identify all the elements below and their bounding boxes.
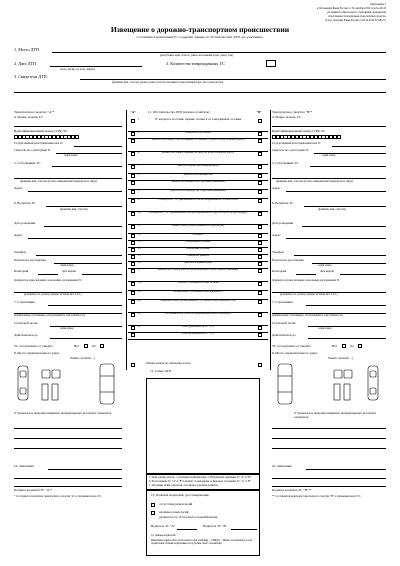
- vehicle-a-damage-line-1[interactable]: [14, 428, 122, 429]
- vehicle-b-policy-label: Страховой полис: [272, 321, 296, 325]
- car-side-icon: [368, 366, 378, 400]
- circumstances-col-a: "А": [130, 110, 137, 114]
- circumstances-col-b: "В": [256, 110, 262, 114]
- circumstance-b-checkbox[interactable]: [258, 212, 262, 216]
- circumstance-number: 4: [138, 151, 140, 154]
- vehicle-a-damage-line-2[interactable]: [14, 438, 122, 439]
- vehicle-a-valid-label: Действителен до: [14, 333, 38, 337]
- vehicle-a-document-hint: (доверенность, договор аренды, путевой лист и т.п.): [24, 293, 82, 296]
- vehicle-b-license-hint: серия номер: [318, 264, 332, 267]
- circumstance-number: 21: [138, 312, 141, 315]
- vehicle-a-owner-line-2[interactable]: [14, 178, 122, 179]
- vin-cell[interactable]: [75, 135, 79, 139]
- circumstance-b-checkbox[interactable]: [258, 234, 262, 238]
- vehicle-a-signature-label: Подпись водителя ТС "А"*: [14, 488, 53, 492]
- circumstance-text: Совершило наезд (на неподвижное ТС препятствие, пешехода и т.п.): [159, 299, 237, 302]
- absence-label: отсутствие разногласий: [159, 502, 193, 506]
- circumstance-text: Двигалось по перекрестку с круговым движением: [170, 189, 226, 192]
- vehicle-a-policy-hint: серия номер: [60, 327, 74, 330]
- circumstance-b-checkbox[interactable]: [258, 291, 262, 295]
- vehicle-a-category-label: Категория: [14, 269, 29, 273]
- vehicle-a-plate-label: Государственный регистрационный знак ТС: [14, 142, 63, 145]
- circumstance-number: 13: [138, 240, 141, 243]
- vehicle-b-remarks-line-2[interactable]: [272, 478, 386, 479]
- circumstance-number: 17: [138, 268, 141, 271]
- place-input-line[interactable]: [52, 52, 386, 53]
- vehicle-a-license-label: Водительское удостоверение: [14, 259, 46, 262]
- vehicle-a-damage-line-3[interactable]: [14, 448, 122, 449]
- vehicle-a-regcert-hint: серия номер: [64, 154, 78, 157]
- circumstances-count-a[interactable]: [131, 363, 135, 367]
- vehicle-b-address-line[interactable]: [286, 191, 386, 192]
- vehicle-a-vin-label: Идентификационный номер (VIN) ТС: [14, 129, 68, 133]
- vehicle-b-no-checkbox[interactable]: [342, 344, 346, 348]
- vehicle-b-diagram[interactable]: [276, 362, 386, 408]
- circumstance-a-checkbox[interactable]: [131, 255, 135, 259]
- circumstance-a-checkbox[interactable]: [131, 132, 135, 136]
- vehicle-b-address2-line[interactable]: [286, 238, 386, 239]
- vehicle-b-dob-label: Дата рождения: [272, 221, 294, 225]
- circumstance-a-checkbox[interactable]: [131, 282, 135, 286]
- circumstance-number: 6: [138, 173, 140, 176]
- circumstance-a-checkbox[interactable]: [131, 291, 135, 295]
- circumstance-a-checkbox[interactable]: [131, 139, 135, 143]
- vehicle-a-impact-label: 8. Место первоначального удара: [14, 351, 60, 355]
- vehicle-a-category-line[interactable]: [38, 274, 58, 275]
- vehicle-b-regcert-label: Свидетельство о регистрации ТС: [272, 149, 309, 152]
- vehicle-b-damage-line-2[interactable]: [272, 438, 386, 439]
- signatures-heading: 13. Подписи водителей, удостоверяющие: [151, 493, 209, 497]
- circumstance-text: Совершало разворот: [186, 254, 210, 257]
- vehicle-a-insurer-line[interactable]: [48, 305, 122, 306]
- circumstance-text: Второе ТС находилось слева от меня: [177, 281, 219, 284]
- vehicle-b-category-line[interactable]: [296, 274, 316, 275]
- date-hint: число, месяц, год часы, минуты: [60, 68, 96, 71]
- vehicle-b-brand-label: 4. Марка, модель ТС: [272, 115, 301, 119]
- presence-checkbox[interactable]: [151, 511, 155, 515]
- vehicle-a-owner-line[interactable]: [52, 166, 122, 167]
- vehicle-a-dob-line[interactable]: [44, 226, 122, 227]
- vehicle-b-signature-line[interactable]: [272, 486, 386, 487]
- truck-icon: [334, 370, 352, 400]
- circumstance-text: Обгоняло: [192, 233, 204, 236]
- circumstance-number: 8: [138, 189, 140, 192]
- circumstances-count-label: Укажите количество отмеченных клеток: [146, 362, 191, 365]
- circumstance-number: 1: [138, 118, 140, 121]
- vehicle-b-impact-label: 8. Место первоначального удара: [272, 351, 318, 355]
- vehicle-b-issue-date-line[interactable]: [340, 274, 386, 275]
- presence-label: наличие разногласий: [159, 510, 189, 514]
- circumstance-b-checkbox[interactable]: [258, 262, 262, 266]
- driver-b-label: Водитель ТС "В": [203, 524, 227, 528]
- circumstance-b-checkbox[interactable]: [258, 269, 262, 273]
- vehicle-b-vin-cells[interactable]: [272, 135, 340, 139]
- vehicle-b-impact-hint: Укажите стрелкой (→): [328, 357, 353, 360]
- witness-hint: (фамилия, имя, отчество (далее в ранее отчество указывается при наличии) адрес места жительства): [112, 81, 224, 84]
- circumstance-b-checkbox[interactable]: [258, 174, 262, 178]
- circumstance-a-checkbox[interactable]: [131, 269, 135, 273]
- circumstance-a-checkbox[interactable]: [131, 313, 135, 317]
- vehicle-b-damage-label: 9. Характер и перечень видимых поврежденных деталей и элементов: [294, 411, 377, 419]
- vehicle-b-damage-line-3[interactable]: [272, 448, 386, 449]
- vehicle-a-address2-line[interactable]: [28, 238, 122, 239]
- circumstance-b-checkbox[interactable]: [258, 165, 262, 169]
- circumstance-number: 10: [138, 211, 141, 214]
- circumstance-number: 15: [138, 254, 141, 257]
- circumstance-a-checkbox[interactable]: [131, 326, 135, 330]
- circumstance-b-checkbox[interactable]: [258, 313, 262, 317]
- circumstance-divider: [128, 339, 268, 340]
- vehicle-a-license-hint: серия номер: [60, 264, 74, 267]
- circumstance-a-checkbox[interactable]: [131, 262, 135, 266]
- vehicle-b-phone-label: Телефон: [272, 250, 285, 254]
- vehicle-a-phone-label: Телефон: [14, 250, 27, 254]
- vehicle-a-heading: Транспортное средство "А"*: [14, 110, 55, 114]
- circumstance-text: Двигалось на перекрестке: [183, 173, 213, 176]
- circumstance-b-checkbox[interactable]: [258, 119, 262, 123]
- witness-input-line-1[interactable]: [80, 79, 386, 80]
- date-input-line[interactable]: [50, 66, 142, 67]
- vehicle-a-insured-damage-label: ТС застраховано от ущерба: [14, 344, 53, 348]
- vehicle-b-plate-line[interactable]: [332, 146, 386, 147]
- vehicle-b-heading: Транспортное средство "В"*: [272, 110, 313, 114]
- vehicle-a-brand-label: 4. Марка, модель ТС: [14, 115, 43, 119]
- vehicle-b-document-label: Документ на право владения, пользования, распоряжения ТС: [272, 279, 340, 282]
- circumstance-text: Столкнулось с ТС, двигавшимся в том же направлении по другой полосе (в другом ряду): [148, 211, 248, 214]
- vehicle-a-document-label: Документ на право владения, пользования, распоряжения ТС: [14, 279, 82, 282]
- vehicle-a-diagram[interactable]: [14, 362, 124, 408]
- vehicle-a-impact-hint: Укажите стрелкой (→): [70, 357, 95, 360]
- vehicle-b-license-label: Водительское удостоверение: [272, 259, 304, 262]
- circumstance-b-checkbox[interactable]: [258, 139, 262, 143]
- circumstance-a-checkbox[interactable]: [131, 181, 135, 185]
- vehicle-b-yes-label: Да: [350, 344, 354, 348]
- circumstance-text: Заезжал на стоянку, парковку, во двор, на второстепенную дорогу: [161, 151, 235, 154]
- vehicle-b-owner-hint: (фамилия, имя, отчество (полное наименование юридического лица)): [276, 180, 353, 183]
- circumstance-text: Иное (для водителя ТС "А"): [182, 325, 214, 328]
- vehicle-b-insurer-line[interactable]: [306, 305, 386, 306]
- vehicle-a-address-line[interactable]: [28, 191, 122, 192]
- date-label: 2. Дата ДТП: [14, 61, 37, 66]
- vehicle-b-insured-damage-label: ТС застраховано от ущерба: [272, 344, 311, 348]
- circumstance-text: Остановилось (стояло) на запрещающий сигнал светофора: [165, 312, 231, 315]
- vehicle-a-phone-line[interactable]: [36, 255, 122, 256]
- circumstance-number: 9: [138, 198, 140, 201]
- form-title: Извещение о дорожно-транспортном происшествии: [110, 25, 290, 34]
- bus-icon: [278, 364, 292, 404]
- circumstance-b-checkbox[interactable]: [258, 181, 262, 185]
- vehicle-b-address2-label: Адрес: [272, 233, 281, 237]
- vehicle-b-damage-line-1[interactable]: [272, 428, 386, 429]
- vehicle-a-regcert-label: Свидетельство о регистрации ТС: [14, 149, 51, 152]
- witness-input-line-2[interactable]: [14, 92, 386, 93]
- vehicle-a-no-label: Нет: [74, 344, 80, 348]
- circumstance-a-checkbox[interactable]: [131, 165, 135, 169]
- vehicle-count-box[interactable]: [266, 60, 276, 67]
- circumstance-number: 19: [138, 290, 141, 293]
- vehicle-a-brand-line[interactable]: [14, 126, 122, 127]
- circumstance-a-checkbox[interactable]: [131, 152, 135, 156]
- vehicle-b-insurer-hint: (наименование страховщика, застраховавшего ответственность): [272, 314, 343, 317]
- circumstance-a-checkbox[interactable]: [131, 225, 135, 229]
- circumstance-text: Двигалось задним ходом: [184, 261, 212, 264]
- vehicle-b-signature-note: ** Составляется водителем транспортного средства "В" в отношении своего ТС.: [272, 495, 362, 498]
- witness-label: 3. Свидетели ДТП:: [14, 74, 48, 79]
- vehicle-b-policy-hint: серия номер: [318, 327, 332, 330]
- vehicle-b-remarks-label: 10. Замечания: [272, 464, 292, 468]
- circumstance-a-checkbox[interactable]: [131, 212, 135, 216]
- vehicle-b-regcert-hint: серия номер: [322, 154, 336, 157]
- vehicle-b-insurer-label: 7. Страховщик: [272, 300, 293, 304]
- vehicle-a-insurer-label: 7. Страховщик: [14, 300, 35, 304]
- circumstance-b-checkbox[interactable]: [258, 333, 262, 337]
- circumstance-a-checkbox[interactable]: [131, 119, 135, 123]
- vehicle-a-owner-hint: (фамилия, имя, отчество (полное наименование юридического лица)): [20, 180, 97, 183]
- circumstance-text: Поворачивало налево: [186, 247, 210, 250]
- column-divider-left: [126, 110, 127, 370]
- scheme-label: 12. Схема ДТП: [150, 369, 172, 373]
- circumstance-number: 2: [138, 131, 140, 134]
- circumstance-a-checkbox[interactable]: [131, 300, 135, 304]
- item14-label: 14. Данные водителей: [151, 534, 176, 537]
- truck-icon: [42, 370, 60, 400]
- vehicle-b-driver-line[interactable]: [304, 206, 386, 207]
- circumstance-text: Водитель отсутствовал: [185, 131, 211, 134]
- circumstance-number: 5: [138, 164, 140, 167]
- vehicle-b-remarks-line[interactable]: [306, 469, 386, 470]
- vehicle-a-plate-line[interactable]: [74, 146, 122, 147]
- circumstance-text: Поворачивало направо: [185, 240, 211, 243]
- vehicle-a-vin-cells[interactable]: [14, 135, 79, 139]
- place-label: 1. Место ДТП: [14, 47, 40, 52]
- vehicle-b-dob-line[interactable]: [302, 226, 386, 227]
- vehicle-a-dob-label: Дата рождения: [14, 221, 36, 225]
- circumstance-b-checkbox[interactable]: [258, 282, 262, 286]
- form-subtitle: Составляется водителями ТС. Содержит данные об обстоятельствах ДТП, его участниках.: [136, 35, 264, 39]
- circumstance-text: Двигалось прямо (не маневрировало): [177, 164, 219, 167]
- column-divider-right: [270, 110, 271, 370]
- vehicle-b-category-label: Категория: [272, 269, 287, 273]
- vehicle-a-driver-line[interactable]: [46, 206, 122, 207]
- vehicle-a-valid-line[interactable]: [50, 338, 122, 339]
- car-side-icon: [18, 366, 28, 400]
- vehicle-b-yes-checkbox[interactable]: [358, 344, 362, 348]
- scheme-notes: 1. План (схема) дороги - с указанием названий улиц. 2. Направление движения ТС "А" и "В". 3. Расположение ТС "А" и "В" в момент столкновения. 4. Конечное положение ТС "А" и "В". 5. Дорожные знаки, указатели, светофоры, дорожная разметка.: [146, 474, 260, 490]
- vehicle-a-insurer-hint: (наименование страховщика, застраховавшего ответственность): [14, 314, 85, 317]
- vehicle-b-owner-label: 5. Собственник ТС: [272, 161, 299, 165]
- circumstance-a-checkbox[interactable]: [131, 174, 135, 178]
- vehicle-b-owner-line-2[interactable]: [272, 178, 386, 179]
- circumstance-number: 3: [138, 138, 140, 141]
- vehicle-b-no-label: Нет: [332, 344, 338, 348]
- vehicle-b-issue-date-label: Дата выдачи: [320, 270, 334, 273]
- circumstances-heading: 11. Обстоятельства ДТП (нужное отметить): [148, 110, 210, 114]
- driver-b-signature-line[interactable]: [231, 529, 257, 530]
- circumstance-number: 12: [138, 233, 141, 236]
- circumstance-text: Иное (для водителя ТС "В"): [182, 332, 214, 335]
- vehicle-b-document-hint: (доверенность, договор аренды, путевой лист и т.п.): [280, 293, 338, 296]
- vehicle-a-address2-label: Адрес: [14, 233, 23, 237]
- item14-text: Имеющиеся видео/фото (заполняется при наличии) ... ГИБДД ... Ничего не изменено после подписания обоими водителями и получения своего экземпляра: [151, 539, 253, 545]
- circumstance-b-checkbox[interactable]: [258, 255, 262, 259]
- circumstance-number: 16: [138, 261, 141, 264]
- circumstance-text: Столкнулось с ТС, двигавшимся в том же направлении по той же полосе: [157, 198, 239, 201]
- vehicle-a-issue-date-label: Дата выдачи: [62, 270, 76, 273]
- circumstances-count-b[interactable]: [258, 363, 262, 367]
- circumstance-number: 14: [138, 247, 141, 250]
- presence-hint: (указывается п.п. 18 оборотной стороны Извещения): [159, 516, 218, 519]
- vehicle-b-address-label: Адрес: [272, 186, 281, 190]
- vehicle-b-plate-label: Государственный регистрационный знак ТС: [272, 142, 321, 145]
- driver-a-label: Водитель ТС "А": [151, 524, 176, 528]
- vehicle-a-remarks-line-2[interactable]: [14, 478, 122, 479]
- circumstance-a-checkbox[interactable]: [131, 241, 135, 245]
- vehicle-b-driver-hint: (фамилия, имя, отчество): [318, 208, 346, 211]
- vehicle-a-remarks-label: 10. Замечания: [14, 464, 34, 468]
- circumstance-a-checkbox[interactable]: [131, 234, 135, 238]
- bus-icon: [100, 364, 114, 404]
- vehicle-a-driver-hint: (фамилия, имя, отчество): [60, 208, 88, 211]
- circumstance-text: Заезжало на перекресток с круговым движением: [171, 180, 225, 183]
- circumstance-a-checkbox[interactable]: [131, 199, 135, 203]
- vehicle-count-label: 3. Количество поврежденных ТС: [166, 61, 225, 66]
- vehicle-b-vin-label: Идентификационный номер (VIN) ТС: [272, 129, 326, 133]
- vehicle-a-policy-label: Страховой полис: [14, 321, 38, 325]
- vehicle-a-address-label: Адрес: [14, 186, 23, 190]
- circumstance-text: ТС находилось на стоянке, парковке, обочине и т.п. в неподвижном состоянии: [154, 118, 242, 121]
- circumstance-b-checkbox[interactable]: [258, 190, 262, 194]
- vehicle-b-signature-label: Подпись водителя ТС "В"**: [272, 488, 312, 492]
- vehicle-a-signature-line[interactable]: [14, 486, 122, 487]
- place-hint: (республика, край, область, район, населенный пункт, улица, дом): [160, 54, 233, 57]
- vehicle-a-yes-label: Да: [92, 344, 96, 348]
- vehicle-a-yes-checkbox[interactable]: [100, 344, 104, 348]
- circumstance-text: Не выполнило требование знака приоритета: [173, 290, 223, 293]
- circumstance-number: 20: [138, 299, 141, 302]
- circumstance-a-checkbox[interactable]: [131, 248, 135, 252]
- vehicle-b-driver-label: 6. Водитель ТС: [272, 201, 294, 205]
- absence-checkbox[interactable]: [151, 503, 155, 507]
- circumstance-b-checkbox[interactable]: [258, 300, 262, 304]
- circumstance-b-checkbox[interactable]: [258, 225, 262, 229]
- vehicle-b-brand-line[interactable]: [272, 126, 386, 127]
- circumstance-number: 22: [138, 325, 141, 328]
- driver-a-signature-line[interactable]: [177, 529, 197, 530]
- vehicle-a-no-checkbox[interactable]: [84, 344, 88, 348]
- scheme-drawing-area[interactable]: [146, 378, 260, 474]
- circumstance-text: Выехало на сторону дороги, предназначенную для встречного движения: [157, 268, 239, 271]
- circumstance-b-checkbox[interactable]: [258, 199, 262, 203]
- circumstance-b-checkbox[interactable]: [258, 241, 262, 245]
- circumstance-text: Выехало на стоянку, с места парковки, остановки, со двора, второстепенной дороги: [151, 138, 245, 141]
- circumstance-b-checkbox[interactable]: [258, 152, 262, 156]
- vehicle-a-issue-date-line[interactable]: [82, 274, 122, 275]
- circumstance-b-checkbox[interactable]: [258, 248, 262, 252]
- circumstance-number: 18: [138, 281, 141, 284]
- accident-notice-form: Приложение 5 к Положению Банка России от 19 сентября 2014 года № 431-П «О правилах обязательного страхования гражданской ответственности владельцев транспортных средств» (в ред. Указания Банка России от 08.10.2019 N 5283-У) Извещение о дорожно-транспортном происшествии Составляется водителями ТС. Содержит данные об обстоятельствах ДТП, его участниках. 1. Место ДТП (республика, край, область, район, населенный пункт, улица, дом) 2. Дата ДТП число, месяц, год часы, минуты 3. Количество поврежденных ТС 3. Свидетели ДТП: (фамилия, имя, отчество (далее в ранее отчество указывается при наличии) адрес места жительства) Транспортное средство "А"* 4. Марка, модель ТС Идентификационный номер (VIN) ТС Государственный регистрационный знак ТС Свидетельство о регистрации ТС серия номер 5. Собственник ТС (фамилия, имя, отчество (полное наименование юридического лица)) Адрес 6. Водитель ТС (фамилия, имя, отчество) Дата рождения Адрес Телефон Водительское удостоверение серия номер Категория Дата выдачи Документ на право владения, пользования, распоряжения ТС (доверенность, договор аренды, путевой лист и т.п.) 7. Страховщик (наименование страховщика, застраховавшего ответственность) Страховой полис серия номер Действителен до ТС застраховано от ущерба Нет Да 8. Место первоначального удара Укажите стрелкой (→) 9. Характер и перечень видимых поврежденных деталей и элементов 10. Замечания Подпись водителя ТС "А"* * Составляется водителем транспортного средства "А" в отношении своего ТС. "А" 11. Обстоятельства ДТП (нужное отметить) "В" 1 ТС находилось на стоянке, парковке, обочине и т.п. в неподвижном состоянии 2 Водитель отсутствовал 3 Выехало на стоянку, с места парковки, остановки, со двора, второстепенной дороги 4 Заезжал на стоянку, парковку, во двор, на второстепенную дорогу 5 Двигалось прямо (не маневрировало) 6 Двигалось на перекрестке 7 Заезжало на перекресток с круговым движением 8 Двигалось по перекрестку с круговым движением 9 Столкнулось с ТС, двигавшимся в том же направлении по той же полосе 10 Столкнулось с ТС, двигавшимся в том же направлении по другой полосе (в другом ряду) 11 Меняло полосу (перестраивалось в другой ряд) 12 Обгоняло 13 Поворачивало направо 14 Поворачивало налево 15 Совершало разворот 16 Двигалось задним ходом 17 Выехало на сторону дороги, предназначенную для встречного движения 18 Второе ТС находилось слева от меня 19 Не выполнило требование знака приоритета 20 Совершило наезд (на неподвижное ТС препятствие, пешехода и т.п.) 21 Остановилось (стояло) на запрещающий сигнал светофора 22 Иное (для водителя ТС "А") Иное (для водителя ТС "В") Укажите количество отмеченных клеток 12. Схема ДТП Транспортное средство "В"* 4. Марка, модель ТС Идентификационный номер (VIN) ТС Государственный регистрационный знак ТС Свидетельство о регистрации ТС серия номер 5. Собственник ТС (фамилия, имя, отчество (полное наименование юридического лица)) Адрес 6. Водитель ТС (фамилия, имя, отчество) Дата рождения Адрес Телефон Водительское удостоверение серия номер Категория Дата выдачи Документ на право владения, пользования, распоряжения ТС (доверенность, договор аренды, путевой лист и т.п.) 7. Страховщик (наименование страховщика, застраховавшего ответственность) Страховой полис серия номер Действителен до ТС застраховано от ущерба Нет Да 8. Место первоначального удара Укажите стрелкой (→) 9. Характер и перечень видимых поврежденных деталей и элементов 10. Замечания Подпись водителя ТС "В"** ** Составляется водителем транспортного средства "В" в отношении своего ТС. 1. План (схема) дороги - с указанием названий улиц. 2. Направление движения ТС "А" и "В". 3. Расположение ТС "А" и "В" в момент столкновения. 4. Конечное положение ТС "А" и "В". 5. Дорожные знаки, указатели, светофоры, дорожная разметка. 13. Подписи водителей, удостоверяющие отсутствие разногласий наличие разногласий (указывается п.п. 18 оборотной стороны Извещения) Водитель ТС "А" Водитель ТС "В" 14. Данные водителей Имеющиеся видео/фото (заполняется при наличии) ... ГИБДД ... Ничего не изменено после подписания обоими водителями и получения своего экземпляра: [0, 0, 400, 566]
- vehicle-a-owner-label: 5. Собственник ТС: [14, 161, 41, 165]
- circumstance-number: 7: [138, 180, 140, 183]
- vehicle-b-valid-line[interactable]: [308, 338, 386, 339]
- circumstance-b-checkbox[interactable]: [258, 326, 262, 330]
- circumstance-number: 11: [138, 224, 141, 227]
- vehicle-a-signature-note: * Составляется водителем транспортного средства "А" в отношении своего ТС.: [14, 495, 102, 498]
- vehicle-b-valid-label: Действителен до: [272, 333, 296, 337]
- vehicle-b-phone-line[interactable]: [294, 255, 386, 256]
- vin-cell[interactable]: [337, 135, 341, 139]
- signatures-section: [146, 490, 260, 556]
- circumstance-text: Меняло полосу (перестраивалось в другой ряд): [171, 224, 225, 227]
- vehicle-a-damage-label: 9. Характер и перечень видимых поврежденных деталей и элементов: [14, 411, 112, 415]
- vehicle-a-driver-label: 6. Водитель ТС: [14, 201, 36, 205]
- circumstance-a-checkbox[interactable]: [131, 333, 135, 337]
- vehicle-a-remarks-line[interactable]: [48, 469, 122, 470]
- circumstance-b-checkbox[interactable]: [258, 132, 262, 136]
- vehicle-b-owner-line[interactable]: [310, 166, 386, 167]
- circumstance-a-checkbox[interactable]: [131, 190, 135, 194]
